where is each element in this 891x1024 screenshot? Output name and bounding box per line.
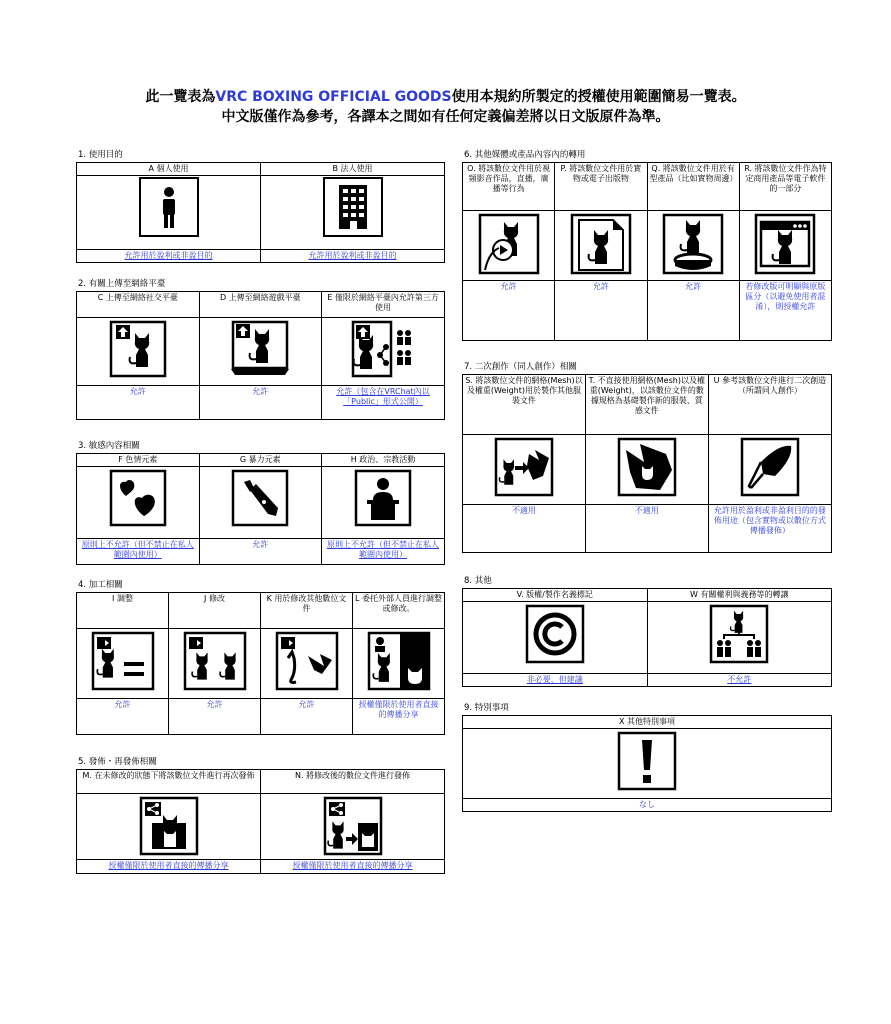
hearts-icon bbox=[108, 468, 168, 528]
item-label-U: U 參考該數位文件進行二次創造（所謂同人創作） bbox=[708, 375, 831, 435]
page-subtitle: 中文版僅作為參考，各譯本之間如有任何定義偏差將以日文版原件為準。 bbox=[221, 109, 670, 125]
publication-icon bbox=[569, 212, 633, 276]
item-label-P: P. 將該數位文件用於實物或電子出版物 bbox=[555, 163, 647, 211]
item-label-H: H 政治、宗教活動 bbox=[322, 454, 445, 467]
item-label-D: D 上傳至網絡遊戲平臺 bbox=[199, 292, 322, 318]
section-special-notes bbox=[462, 703, 832, 812]
outsource-icon bbox=[366, 630, 432, 692]
section-title: 5. 發佈・再發佈相關 bbox=[78, 757, 157, 767]
section-processing bbox=[76, 580, 445, 735]
item-label-O: O. 將該數位文件用於視頻影音作品，直播，廣播等行為 bbox=[463, 163, 555, 211]
item-status-P: 允許 bbox=[555, 281, 647, 341]
item-label-X: X 其他特別事項 bbox=[463, 716, 832, 729]
item-status-Q: 允許 bbox=[647, 281, 739, 341]
copyright-icon bbox=[524, 603, 586, 665]
item-status-H: 原則上不允許（但不禁止在私人範圍內使用） bbox=[322, 539, 445, 565]
item-label-J: J 修改 bbox=[169, 593, 261, 629]
section-distribution bbox=[76, 757, 445, 874]
distribute-modified-icon bbox=[322, 795, 384, 857]
item-status-E: 允許（包含在VRChat內以「Public」形式公開） bbox=[322, 386, 445, 420]
item-status-K: 允許 bbox=[261, 699, 353, 735]
section-sensitive-content bbox=[76, 441, 445, 565]
item-status-O: 允許 bbox=[463, 281, 555, 341]
item-label-G: G 暴力元素 bbox=[199, 454, 322, 467]
page-title bbox=[0, 86, 891, 106]
item-status-X: なし bbox=[463, 799, 832, 812]
item-label-T: T. 不直接使用網格(Mesh)以及權重(Weight)，以該數位文件的數據規格為基礎製作新的服裝、質感文件 bbox=[585, 375, 708, 435]
section-title: 4. 加工相關 bbox=[78, 580, 123, 590]
item-status-F: 原則上不允許（但不禁止在私人範圍內使用） bbox=[77, 539, 200, 565]
item-label-K: K 用於修改其他數位文件 bbox=[261, 593, 353, 629]
item-label-F: F 色情元素 bbox=[77, 454, 200, 467]
item-label-E: E 僅限於網絡平臺內允許第三方使用 bbox=[322, 292, 445, 318]
item-status-N: 授權僅限於使用者直接的傳播分享 bbox=[261, 860, 445, 874]
section-title: 9. 特別事項 bbox=[464, 703, 509, 713]
exclamation-icon bbox=[616, 730, 678, 792]
section-title: 2. 有關上傳至網絡平臺 bbox=[78, 279, 166, 289]
item-label-N: N. 將修改後的數位文件進行發佈 bbox=[261, 770, 445, 794]
section-title: 7. 二次創作（同人創作）相關 bbox=[464, 362, 577, 372]
pen-nib-icon bbox=[739, 436, 801, 498]
video-icon bbox=[477, 212, 541, 276]
brand-name: VRC BOXING OFFICIAL GOODS bbox=[215, 89, 452, 105]
item-label-L: L 委托外部人員進行調整或修改。 bbox=[353, 593, 445, 629]
item-status-L: 授權僅限於使用者直接的傳播分享 bbox=[353, 699, 445, 735]
item-label-M: M. 在未修改的狀態下將該數位文件進行再次發佈 bbox=[77, 770, 261, 794]
item-label-Q: Q. 將該數位文件用於有型產品（比如實物周邊） bbox=[647, 163, 739, 211]
item-status-J: 允許 bbox=[169, 699, 261, 735]
item-status-T: 不適用 bbox=[585, 505, 708, 553]
section-other-media bbox=[462, 150, 832, 341]
item-status-D: 允許 bbox=[199, 386, 322, 420]
section-title: 1. 使用目的 bbox=[78, 150, 123, 160]
item-label-C: C 上傳至網絡社交平臺 bbox=[77, 292, 200, 318]
section-title: 8. 其他 bbox=[464, 576, 492, 586]
office-building-icon bbox=[323, 177, 383, 237]
item-label-I: I 調整 bbox=[77, 593, 169, 629]
item-label-W: W 有關權利與義務等的轉讓 bbox=[647, 589, 832, 602]
mesh-clothing-icon bbox=[493, 436, 555, 498]
item-label-B: B 法人使用 bbox=[261, 163, 445, 176]
upload-game-icon bbox=[229, 319, 291, 379]
item-status-U: 允許用於盈利或非盈利目的的發佈用途（包含實物或以數位方式傳播發佈） bbox=[708, 505, 831, 553]
section-other bbox=[462, 576, 832, 687]
item-label-R: R. 將該數位文件作為特定商用產品等電子軟件的一部分 bbox=[739, 163, 831, 211]
software-window-icon bbox=[753, 212, 817, 276]
section-derivative-works bbox=[462, 362, 832, 553]
figure-product-icon bbox=[661, 212, 725, 276]
item-status-A: 允許用於盈利或非盈目的 bbox=[77, 250, 261, 263]
item-status-C: 允許 bbox=[77, 386, 200, 420]
section-upload-platform bbox=[76, 279, 445, 420]
upload-social-icon bbox=[108, 319, 168, 379]
person-icon bbox=[139, 177, 199, 237]
item-status-V: 非必要，但建議 bbox=[463, 674, 648, 687]
item-status-W: 不允許 bbox=[647, 674, 832, 687]
title-suffix: 使用本規約所製定的授權使用範圍簡易一覽表。 bbox=[451, 89, 746, 105]
new-clothing-icon bbox=[616, 436, 678, 498]
item-status-B: 允許用於盈利或非盈目的 bbox=[261, 250, 445, 263]
item-label-S: S. 將該數位文件的網格(Mesh)以及權重(Weight)用於製作其他服裝文件 bbox=[463, 375, 586, 435]
adjust-icon bbox=[90, 630, 156, 692]
item-status-M: 授權僅限於使用者直接的傳播分享 bbox=[77, 860, 261, 874]
item-status-R: 若修改版可明顯與原版區分（以避免使用者混淆），則授權允許 bbox=[739, 281, 831, 341]
item-label-V: V. 版權/製作名義標記 bbox=[463, 589, 648, 602]
modify-other-icon bbox=[274, 630, 340, 692]
section-title: 3. 敏感內容相關 bbox=[78, 441, 140, 451]
transfer-rights-icon bbox=[708, 603, 770, 665]
item-status-S: 不適用 bbox=[463, 505, 586, 553]
item-status-I: 允許 bbox=[77, 699, 169, 735]
knife-icon bbox=[230, 468, 290, 528]
modify-icon bbox=[182, 630, 248, 692]
podium-speaker-icon bbox=[353, 468, 413, 528]
upload-share-icon bbox=[350, 319, 416, 379]
item-label-A: A 個人使用 bbox=[77, 163, 261, 176]
title-prefix: 此一覽表為 bbox=[145, 89, 216, 105]
item-status-G: 允許 bbox=[199, 539, 322, 565]
section-title: 6. 其他媒體或產品內容內的轉用 bbox=[464, 150, 586, 160]
redistribute-icon bbox=[138, 795, 200, 857]
section-usage-purpose bbox=[76, 150, 445, 263]
